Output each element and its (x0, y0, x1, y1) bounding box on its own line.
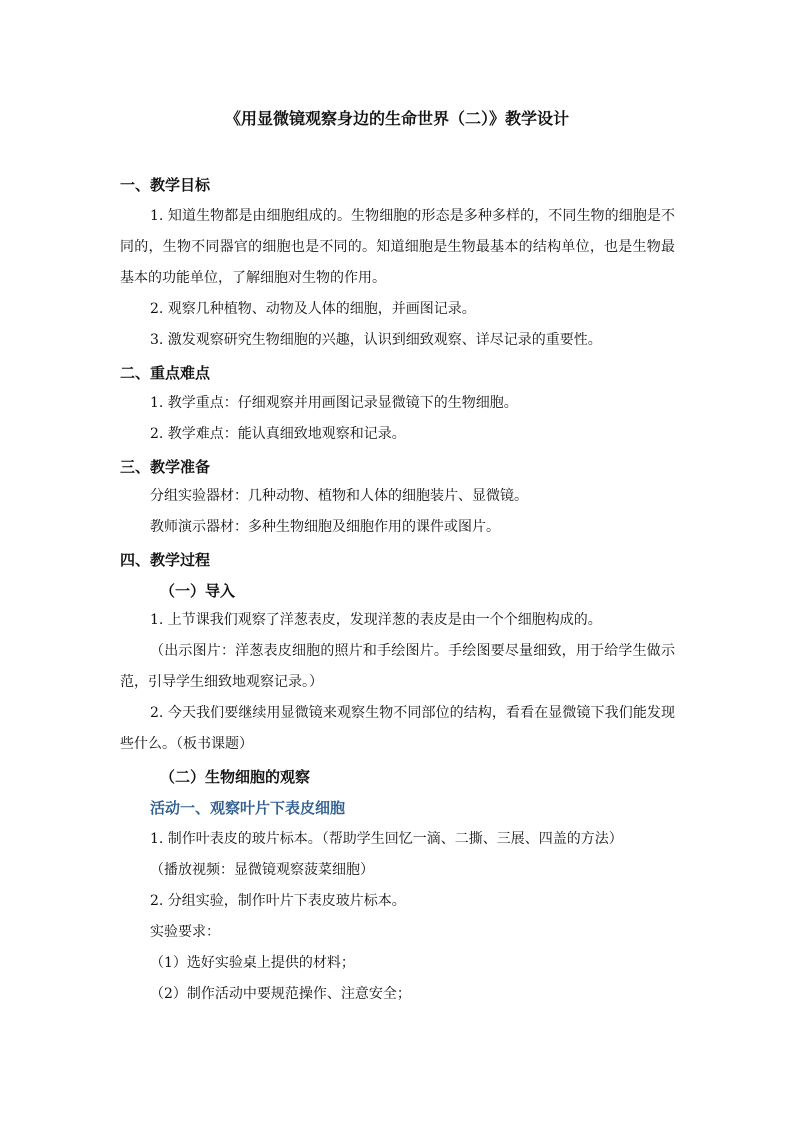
section-heading-goals: 一、教学目标 (120, 176, 211, 194)
section-heading-preparation: 三、教学准备 (120, 458, 211, 476)
activity-item-1: 1. 制作叶表皮的玻片标本。（帮助学生回忆一滴、二撕、三展、四盖的方法） (150, 831, 623, 847)
page-title: 《用显微镜观察身边的生命世界（二）》教学设计 (224, 109, 569, 128)
activity-item-2: （播放视频：显微镜观察菠菜细胞） (150, 862, 374, 878)
intro-item-1: 1. 上节课我们观察了洋葱表皮，发现洋葱的表皮是由一个个细胞构成的。 (150, 612, 602, 628)
subsection-heading-intro: （一）导入 (160, 582, 236, 600)
section-heading-key-points: 二、重点难点 (120, 364, 211, 382)
activity-heading: 活动一、观察叶片下表皮细胞 (150, 799, 346, 817)
goal-item-2: 2. 观察几种植物、动物及人体的细胞，并画图记录。 (150, 301, 476, 317)
activity-item-6: （2）制作活动中要规范操作、注意安全； (150, 986, 411, 1002)
intro-item-3: 2. 今天我们要继续用显微镜来观察生物不同部位的结构，看看在显微镜下我们能发现些什么。（板书课题） (120, 705, 675, 752)
activity-item-5: （1）选好实验桌上提供的材料； (150, 955, 355, 971)
key-point-item-1: 1. 教学重点：仔细观察并用画图记录显微镜下的生物细胞。 (150, 395, 518, 411)
goal-item-1: 1. 知道生物都是由细胞组成的。生物细胞的形态是多种多样的，不同生物的细胞是不同的，生物不同器官的细胞也是不同的。知道细胞是生物最基本的结构单位，也是生物最基本的功能单位，了解细胞对生物的作用。 (120, 208, 675, 286)
goal-item-3: 3. 激发观察研究生物细胞的兴趣，认识到细致观察、详尽记录的重要性。 (150, 332, 602, 348)
preparation-item-2: 教师演示器材：多种生物细胞及细胞作用的课件或图片。 (150, 519, 500, 535)
section-heading-process: 四、教学过程 (120, 551, 211, 569)
intro-item-2: （出示图片：洋葱表皮细胞的照片和手绘图片。手绘图要尽量细致，用于给学生做示范，引导学生细致地观察记录。） (120, 643, 675, 690)
preparation-item-1: 分组实验器材：几种动物、植物和人体的细胞装片、显微镜。 (150, 488, 528, 504)
subsection-heading-observation: （二）生物细胞的观察 (160, 768, 311, 786)
activity-item-3: 2. 分组实验，制作叶片下表皮玻片标本。 (150, 893, 406, 909)
activity-item-4: 实验要求： (150, 924, 220, 940)
key-point-item-2: 2. 教学难点：能认真细致地观察和记录。 (150, 426, 406, 442)
